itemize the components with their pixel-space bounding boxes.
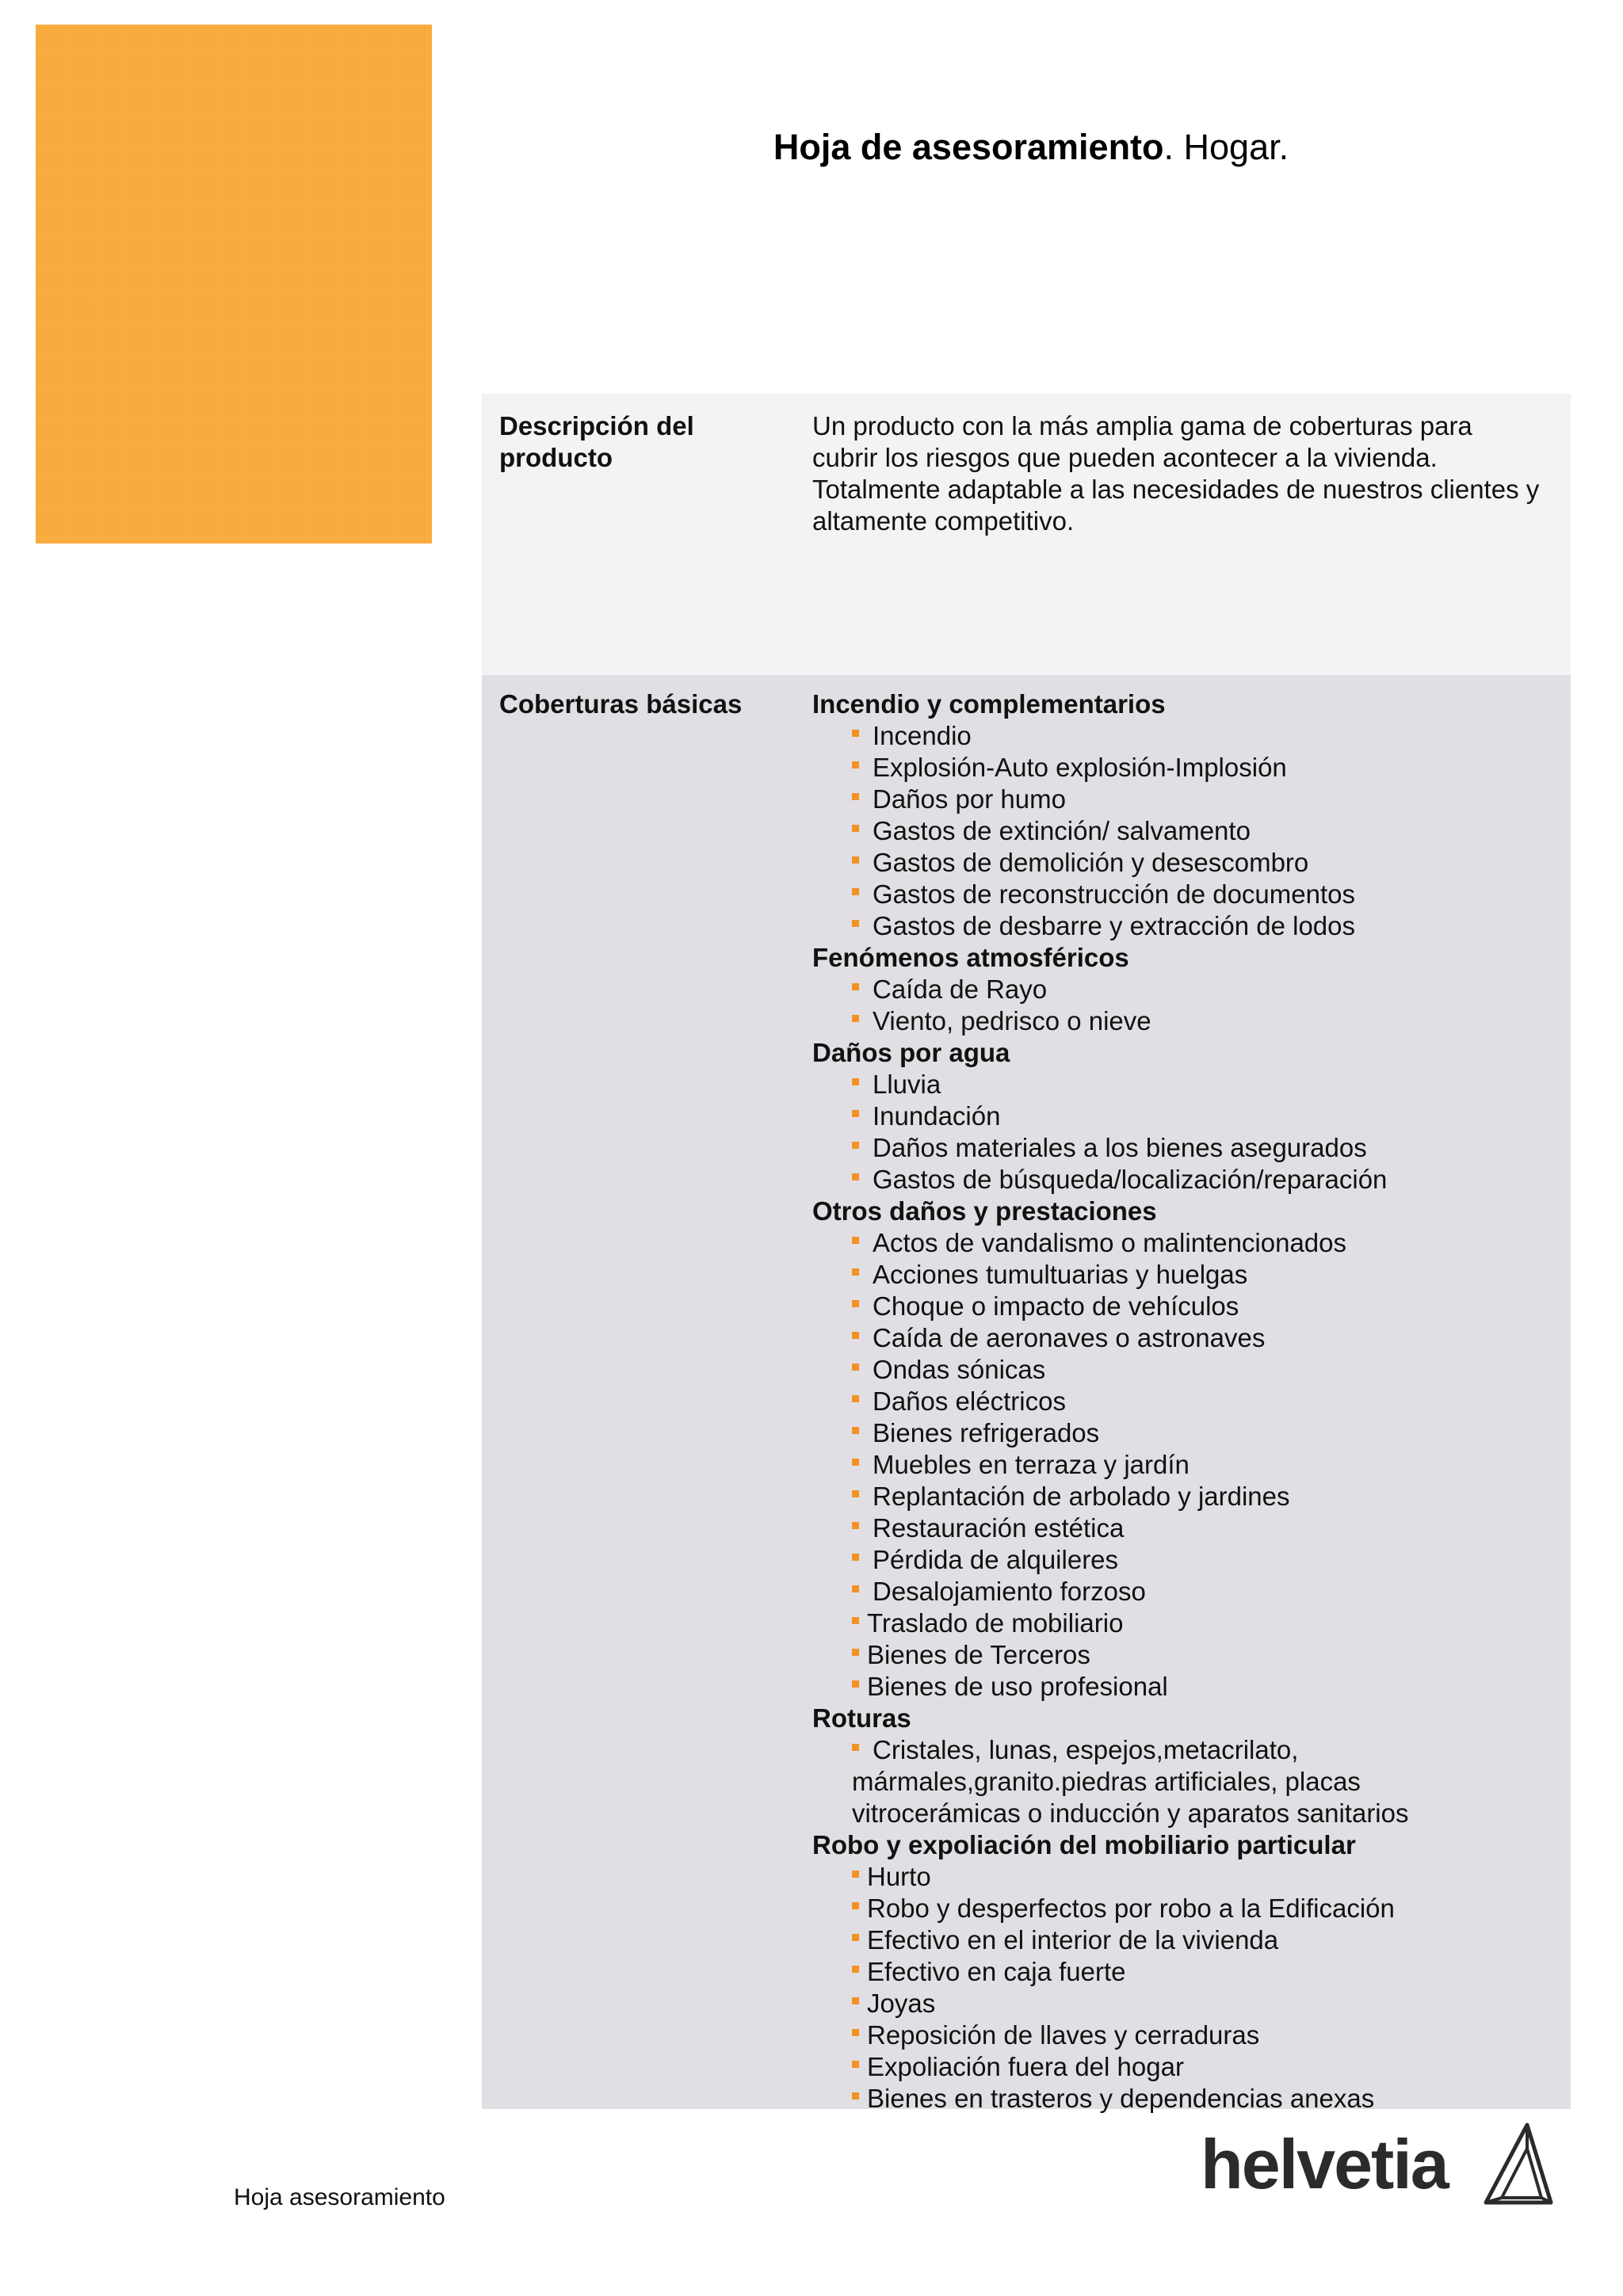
coverage-item — [812, 1322, 1557, 1354]
basic-coverages-label: Coberturas básicas — [499, 689, 743, 719]
coverage-item-text: Ondas sónicas — [873, 1355, 1046, 1384]
product-description-label: Descripción del producto — [499, 411, 694, 472]
square-bullet-icon — [852, 825, 859, 832]
coverage-item-text: Bienes refrigerados — [873, 1418, 1100, 1447]
square-bullet-icon — [852, 1427, 859, 1434]
coverage-item-text: Bienes en trasteros y dependencias anexas — [867, 2084, 1375, 2113]
square-bullet-icon — [852, 1680, 859, 1688]
helvetia-logo — [1201, 2120, 1557, 2215]
coverage-item — [812, 1386, 1557, 1417]
square-bullet-icon — [852, 1934, 859, 1941]
coverage-item-text: Gastos de desbarre y extracción de lodos — [873, 911, 1356, 940]
coverage-item-text: Inundación — [873, 1101, 1001, 1131]
square-bullet-icon — [852, 1966, 859, 1973]
coverage-list — [812, 688, 1557, 2115]
coverage-item — [812, 1893, 1557, 1924]
page-title — [483, 125, 1579, 170]
coverage-item — [812, 1924, 1557, 1956]
coverage-item — [812, 1164, 1557, 1196]
coverage-item — [812, 1069, 1557, 1100]
square-bullet-icon — [852, 793, 859, 800]
page-title-main: Hoja de asesoramiento — [773, 127, 1164, 167]
square-bullet-icon — [852, 1459, 859, 1466]
square-bullet-icon — [852, 1522, 859, 1529]
coverage-item-text: Hurto — [867, 1862, 931, 1891]
square-bullet-icon — [852, 1617, 859, 1624]
coverage-item — [812, 815, 1557, 847]
coverage-item — [812, 1132, 1557, 1164]
coverage-item — [812, 974, 1557, 1005]
coverage-item-text: Joyas — [867, 1989, 936, 2018]
coverage-item — [812, 752, 1557, 784]
coverage-group-title: Robo y expoliación del mobiliario particular — [812, 1830, 1356, 1859]
square-bullet-icon — [852, 1395, 859, 1402]
coverage-item — [812, 2051, 1557, 2083]
coverage-item — [812, 1291, 1557, 1322]
coverage-item-text: Daños materiales a los bienes asegurados — [873, 1133, 1367, 1162]
square-bullet-icon — [852, 1237, 859, 1244]
coverage-item — [812, 2019, 1557, 2051]
coverage-item-text: Restauración estética — [873, 1513, 1125, 1543]
coverage-item — [812, 1544, 1557, 1576]
coverage-item-text: Gastos de búsqueda/localización/reparación — [873, 1165, 1388, 1194]
coverage-item-text: Reposición de llaves y cerraduras — [867, 2020, 1260, 2050]
coverage-item — [812, 2083, 1557, 2115]
coverage-item — [812, 1100, 1557, 1132]
coverage-item-text: Caída de Rayo — [873, 974, 1048, 1004]
square-bullet-icon — [852, 2092, 859, 2100]
coverage-item-text: Efectivo en el interior de la vivienda — [867, 1925, 1279, 1955]
coverage-item-text: Cristales, lunas, espejos,metacrilato, mármales,granito.piedras artificiales, placas vitrocerámicas o inducción y aparatos sanitarios — [852, 1735, 1409, 1828]
square-bullet-icon — [852, 1173, 859, 1180]
coverage-item-text: Caída de aeronaves o astronaves — [873, 1323, 1266, 1352]
coverage-item-text: Lluvia — [873, 1070, 941, 1099]
coverage-item-text: Robo y desperfectos por robo a la Edificación — [867, 1894, 1395, 1923]
square-bullet-icon — [852, 920, 859, 927]
coverage-item — [812, 1639, 1557, 1671]
coverage-item — [812, 1956, 1557, 1988]
square-bullet-icon — [852, 2029, 859, 2036]
coverage-item — [812, 1671, 1557, 1703]
square-bullet-icon — [852, 983, 859, 990]
coverage-item — [812, 720, 1557, 752]
square-bullet-icon — [852, 1902, 859, 1909]
square-bullet-icon — [852, 1142, 859, 1149]
square-bullet-icon — [852, 1268, 859, 1276]
coverage-group-title: Incendio y complementarios — [812, 689, 1166, 719]
coverage-item-text: Choque o impacto de vehículos — [873, 1291, 1239, 1321]
coverage-group-title: Fenómenos atmosféricos — [812, 943, 1129, 972]
coverage-item-text: Efectivo en caja fuerte — [867, 1957, 1126, 1986]
coverage-item-text: Bienes de uso profesional — [867, 1672, 1168, 1701]
coverage-item — [812, 1449, 1557, 1481]
square-bullet-icon — [852, 1078, 859, 1085]
coverage-group-title: Daños por agua — [812, 1038, 1010, 1067]
coverage-item-text: Desalojamiento forzoso — [873, 1577, 1146, 1606]
coverage-item — [812, 1576, 1557, 1608]
square-bullet-icon — [852, 1871, 859, 1878]
square-bullet-icon — [852, 1997, 859, 2004]
coverage-item-text: Pérdida de alquileres — [873, 1545, 1119, 1574]
coverage-item — [812, 1608, 1557, 1639]
page-title-subtitle: . Hogar. — [1163, 127, 1289, 167]
coverage-item-text: Gastos de demolición y desescombro — [873, 848, 1309, 877]
coverage-item-text: Actos de vandalismo o malintencionados — [873, 1228, 1347, 1257]
square-bullet-icon — [852, 1363, 859, 1371]
square-bullet-icon — [852, 1490, 859, 1497]
coverage-item-text: Bienes de Terceros — [867, 1640, 1090, 1669]
coverage-group-title: Otros daños y prestaciones — [812, 1196, 1157, 1226]
product-description-section — [482, 394, 1571, 675]
coverage-item — [812, 1227, 1557, 1259]
coverage-item — [812, 1354, 1557, 1386]
coverage-item — [812, 1734, 1533, 1829]
coverage-item — [812, 1005, 1557, 1037]
coverage-item-text: Expoliación fuera del hogar — [867, 2052, 1184, 2081]
basic-coverages-section — [482, 675, 1571, 2113]
square-bullet-icon — [852, 2061, 859, 2068]
logo-wordmark: helvetia — [1201, 2125, 1448, 2203]
coverage-item — [812, 1512, 1557, 1544]
square-bullet-icon — [852, 1744, 859, 1751]
coverage-item-text: Gastos de reconstrucción de documentos — [873, 879, 1356, 909]
product-description-text: Un producto con la más amplia gama de coberturas para cubrir los riesgos que pueden acontecer a la vivienda. Totalmente adaptable a las necesidades de nuestros clientes y altamente competitivo. — [812, 411, 1540, 536]
coverage-item-text: Acciones tumultuarias y huelgas — [873, 1260, 1248, 1289]
coverage-item — [812, 1417, 1557, 1449]
coverage-item-text: Daños eléctricos — [873, 1386, 1066, 1416]
coverage-item-text: Explosión-Auto explosión-Implosión — [873, 753, 1287, 782]
coverage-item-text: Muebles en terraza y jardín — [873, 1450, 1190, 1479]
coverage-item — [812, 784, 1557, 815]
coverage-item — [812, 910, 1557, 942]
coverage-item — [812, 879, 1557, 910]
footer-document-label: Hoja asesoramiento — [234, 2184, 445, 2210]
coverage-item-text: Daños por humo — [873, 784, 1066, 814]
square-bullet-icon — [852, 1649, 859, 1656]
square-bullet-icon — [852, 1554, 859, 1561]
coverage-item-text: Traslado de mobiliario — [867, 1608, 1124, 1638]
coverage-item — [812, 1988, 1557, 2019]
square-bullet-icon — [852, 1585, 859, 1592]
square-bullet-icon — [852, 1300, 859, 1307]
helvetia-logo-icon — [1475, 2120, 1557, 2206]
square-bullet-icon — [852, 1015, 859, 1022]
square-bullet-icon — [852, 856, 859, 864]
coverage-item — [812, 1481, 1557, 1512]
coverage-item — [812, 847, 1557, 879]
coverage-item-text: Replantación de arbolado y jardines — [873, 1482, 1290, 1511]
coverage-item-text: Viento, pedrisco o nieve — [873, 1006, 1151, 1035]
coverage-item — [812, 1259, 1557, 1291]
square-bullet-icon — [852, 761, 859, 769]
coverage-item-text: Gastos de extinción/ salvamento — [873, 816, 1251, 845]
square-bullet-icon — [852, 1110, 859, 1117]
coverage-group-title: Roturas — [812, 1703, 911, 1733]
coverage-item-text: Incendio — [873, 721, 972, 750]
square-bullet-icon — [852, 1332, 859, 1339]
square-bullet-icon — [852, 730, 859, 737]
coverage-item — [812, 1861, 1557, 1893]
square-bullet-icon — [852, 888, 859, 895]
decorative-orange-block — [36, 25, 432, 543]
